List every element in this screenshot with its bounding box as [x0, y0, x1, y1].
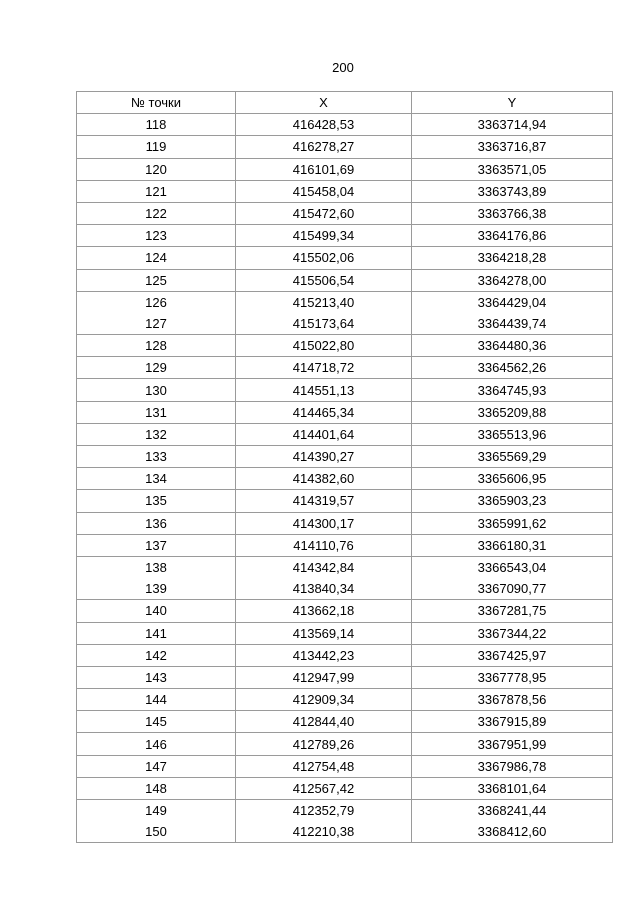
cell-y: 3365513,96 [412, 423, 613, 445]
cell-y: 3363743,89 [412, 180, 613, 202]
table-row [77, 622, 613, 644]
cell-point-number: 122 [77, 202, 236, 224]
cell-point-number: 143 [77, 666, 236, 688]
table-row [77, 401, 613, 423]
cell-point-number: 138 [77, 556, 236, 578]
cell-y: 3368412,60 [412, 821, 613, 843]
cell-y: 3367090,77 [412, 578, 613, 600]
table-row [77, 733, 613, 755]
cell-x: 412754,48 [236, 755, 412, 777]
cell-y: 3364562,26 [412, 357, 613, 379]
table-row [77, 313, 613, 335]
cell-y: 3363571,05 [412, 158, 613, 180]
cell-point-number: 140 [77, 600, 236, 622]
cell-point-number: 144 [77, 689, 236, 711]
cell-x: 414319,57 [236, 490, 412, 512]
cell-y: 3364278,00 [412, 269, 613, 291]
header-x: X [236, 92, 412, 114]
coordinates-table [76, 91, 613, 843]
cell-x: 412844,40 [236, 711, 412, 733]
cell-x: 414382,60 [236, 468, 412, 490]
cell-y: 3365569,29 [412, 446, 613, 468]
cell-x: 414300,17 [236, 512, 412, 534]
cell-x: 414390,27 [236, 446, 412, 468]
table-row [77, 291, 613, 313]
cell-x: 413569,14 [236, 622, 412, 644]
cell-x: 415506,54 [236, 269, 412, 291]
table-row [77, 556, 613, 578]
cell-y: 3363766,38 [412, 202, 613, 224]
table-row [77, 423, 613, 445]
cell-x: 415458,04 [236, 180, 412, 202]
table-row [77, 711, 613, 733]
cell-point-number: 147 [77, 755, 236, 777]
cell-y: 3365209,88 [412, 401, 613, 423]
cell-x: 414110,76 [236, 534, 412, 556]
cell-point-number: 123 [77, 225, 236, 247]
cell-point-number: 135 [77, 490, 236, 512]
cell-y: 3367915,89 [412, 711, 613, 733]
table-row [77, 777, 613, 799]
cell-y: 3364439,74 [412, 313, 613, 335]
cell-y: 3365903,23 [412, 490, 613, 512]
table-row [77, 821, 613, 843]
cell-y: 3364429,04 [412, 291, 613, 313]
table-body [77, 114, 613, 843]
table-row [77, 644, 613, 666]
table-row [77, 666, 613, 688]
table-header-row [77, 92, 613, 114]
cell-y: 3367778,95 [412, 666, 613, 688]
cell-point-number: 119 [77, 136, 236, 158]
table-row [77, 446, 613, 468]
cell-x: 413662,18 [236, 600, 412, 622]
cell-point-number: 149 [77, 800, 236, 822]
page-number: 200 [332, 60, 354, 75]
table-row [77, 202, 613, 224]
cell-y: 3366180,31 [412, 534, 613, 556]
cell-y: 3367878,56 [412, 689, 613, 711]
cell-y: 3367425,97 [412, 644, 613, 666]
cell-x: 413442,23 [236, 644, 412, 666]
cell-point-number: 139 [77, 578, 236, 600]
table-row [77, 225, 613, 247]
cell-x: 414465,34 [236, 401, 412, 423]
header-point-number: № точки [77, 92, 236, 114]
table-row [77, 600, 613, 622]
cell-point-number: 118 [77, 114, 236, 136]
cell-x: 412947,99 [236, 666, 412, 688]
cell-x: 414401,64 [236, 423, 412, 445]
cell-point-number: 130 [77, 379, 236, 401]
cell-y: 3367951,99 [412, 733, 613, 755]
cell-point-number: 136 [77, 512, 236, 534]
cell-point-number: 145 [77, 711, 236, 733]
cell-point-number: 134 [77, 468, 236, 490]
cell-y: 3365991,62 [412, 512, 613, 534]
cell-x: 415472,60 [236, 202, 412, 224]
cell-x: 412210,38 [236, 821, 412, 843]
cell-point-number: 146 [77, 733, 236, 755]
cell-y: 3368101,64 [412, 777, 613, 799]
table-row [77, 269, 613, 291]
cell-x: 412352,79 [236, 800, 412, 822]
cell-point-number: 131 [77, 401, 236, 423]
cell-point-number: 148 [77, 777, 236, 799]
cell-point-number: 141 [77, 622, 236, 644]
cell-x: 415173,64 [236, 313, 412, 335]
cell-x: 412909,34 [236, 689, 412, 711]
table-row [77, 800, 613, 822]
cell-point-number: 133 [77, 446, 236, 468]
cell-point-number: 121 [77, 180, 236, 202]
cell-x: 415022,80 [236, 335, 412, 357]
cell-y: 3364218,28 [412, 247, 613, 269]
table-row [77, 755, 613, 777]
cell-point-number: 129 [77, 357, 236, 379]
cell-y: 3367281,75 [412, 600, 613, 622]
cell-x: 414342,84 [236, 556, 412, 578]
cell-point-number: 126 [77, 291, 236, 313]
cell-y: 3368241,44 [412, 800, 613, 822]
cell-point-number: 127 [77, 313, 236, 335]
table-row [77, 247, 613, 269]
cell-y: 3363716,87 [412, 136, 613, 158]
cell-point-number: 125 [77, 269, 236, 291]
cell-x: 416428,53 [236, 114, 412, 136]
cell-x: 416101,69 [236, 158, 412, 180]
cell-x: 412789,26 [236, 733, 412, 755]
table-row [77, 357, 613, 379]
cell-point-number: 142 [77, 644, 236, 666]
cell-point-number: 150 [77, 821, 236, 843]
cell-x: 415499,34 [236, 225, 412, 247]
cell-x: 415213,40 [236, 291, 412, 313]
cell-point-number: 132 [77, 423, 236, 445]
table-row [77, 158, 613, 180]
table-row [77, 689, 613, 711]
cell-y: 3364745,93 [412, 379, 613, 401]
table-row [77, 490, 613, 512]
cell-y: 3366543,04 [412, 556, 613, 578]
cell-x: 415502,06 [236, 247, 412, 269]
cell-point-number: 137 [77, 534, 236, 556]
table-row [77, 468, 613, 490]
cell-x: 413840,34 [236, 578, 412, 600]
cell-y: 3364480,36 [412, 335, 613, 357]
table-row [77, 335, 613, 357]
header-y: Y [412, 92, 613, 114]
cell-y: 3367344,22 [412, 622, 613, 644]
table-row [77, 379, 613, 401]
cell-x: 414551,13 [236, 379, 412, 401]
cell-point-number: 128 [77, 335, 236, 357]
table-row [77, 534, 613, 556]
cell-point-number: 120 [77, 158, 236, 180]
cell-point-number: 124 [77, 247, 236, 269]
cell-x: 412567,42 [236, 777, 412, 799]
cell-y: 3365606,95 [412, 468, 613, 490]
table-row [77, 578, 613, 600]
table-row [77, 114, 613, 136]
table-row [77, 180, 613, 202]
table-row [77, 512, 613, 534]
cell-x: 414718,72 [236, 357, 412, 379]
cell-x: 416278,27 [236, 136, 412, 158]
cell-y: 3367986,78 [412, 755, 613, 777]
cell-y: 3364176,86 [412, 225, 613, 247]
cell-y: 3363714,94 [412, 114, 613, 136]
table-row [77, 136, 613, 158]
